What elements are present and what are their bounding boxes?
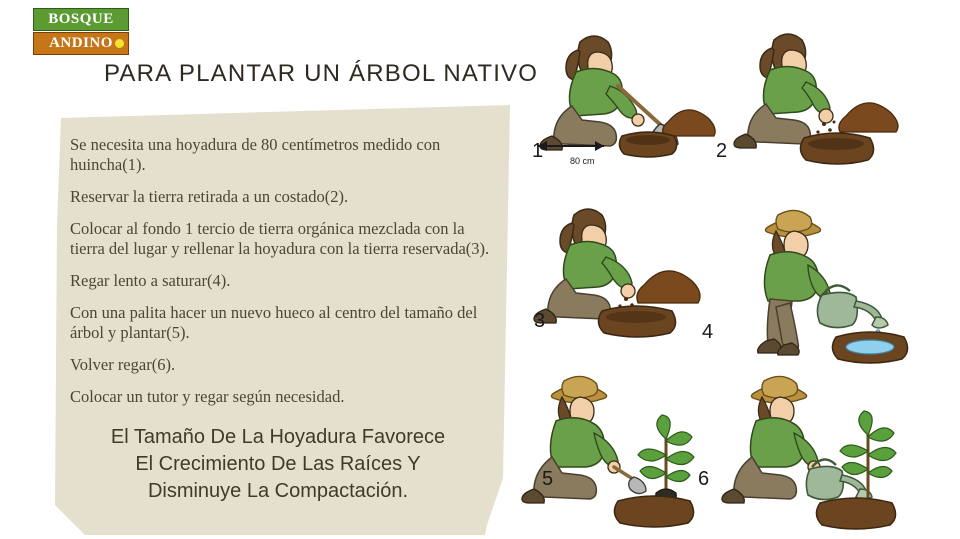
water-pool [846, 340, 894, 354]
page-title: PARA PLANTAR UN ÁRBOL NATIVO [104, 60, 539, 87]
soil-pile [637, 271, 700, 303]
instruction-item: Se necesita una hoyadura de 80 centímetros medido con huincha(1). [70, 135, 441, 174]
logo-top-band [33, 8, 129, 31]
footer-line-3: Disminuye La Compactación. [147, 480, 409, 502]
step-illustration-1 [518, 24, 718, 184]
illustration-grid [510, 14, 950, 534]
step-illustration-2 [718, 24, 918, 184]
logo-line1: BOSQUE [48, 11, 114, 27]
instruction-list [70, 135, 495, 419]
step-number-5: 5 [542, 468, 554, 490]
footer-emphasis [68, 424, 488, 505]
logo-line2: ANDINO [49, 35, 113, 51]
step-number-1: 1 [532, 140, 544, 162]
footer-line-1: El Tamaño De La Hoyadura Favorece [110, 426, 446, 448]
step-number-3: 3 [534, 310, 546, 332]
soil-pile [839, 103, 898, 132]
instruction-item: Regar lento a saturar(4). [70, 271, 231, 290]
person-watering-tree-icon [722, 376, 820, 503]
soil-pile [663, 110, 715, 136]
measure-label: 80 cm [570, 156, 595, 166]
step-illustration-3 [518, 199, 718, 359]
step-number-2: 2 [716, 140, 728, 162]
footer-line-2: El Crecimiento De Las Raíces Y [135, 453, 421, 475]
bosque-andino-logo [33, 8, 129, 56]
planted-tree-icon [840, 411, 896, 505]
planting-hole [816, 498, 895, 529]
instruction-item: Volver regar(6). [70, 355, 176, 374]
step-number-6: 6 [698, 468, 710, 490]
step-illustration-4 [718, 199, 918, 359]
person-planting-icon [522, 376, 620, 503]
instruction-item: Con una palita hacer un nuevo hueco al centro del tamaño del árbol y plantar(5). [70, 303, 478, 342]
step-illustration-6 [718, 369, 918, 529]
instruction-item: Colocar un tutor y regar según necesidad. [70, 387, 345, 406]
instruction-item: Colocar al fondo 1 tercio de tierra orgánica mezclada con la tierra del lugar y rellenar la hoyadura con la tierra reservada(3). [70, 219, 490, 258]
person-watering-icon [758, 210, 832, 355]
step-number-4: 4 [702, 321, 714, 343]
planting-hole [614, 496, 693, 527]
step-illustration-5 [518, 369, 718, 529]
logo-sun-icon [115, 39, 124, 48]
instruction-item: Reservar la tierra retirada a un costado(2). [70, 187, 349, 206]
